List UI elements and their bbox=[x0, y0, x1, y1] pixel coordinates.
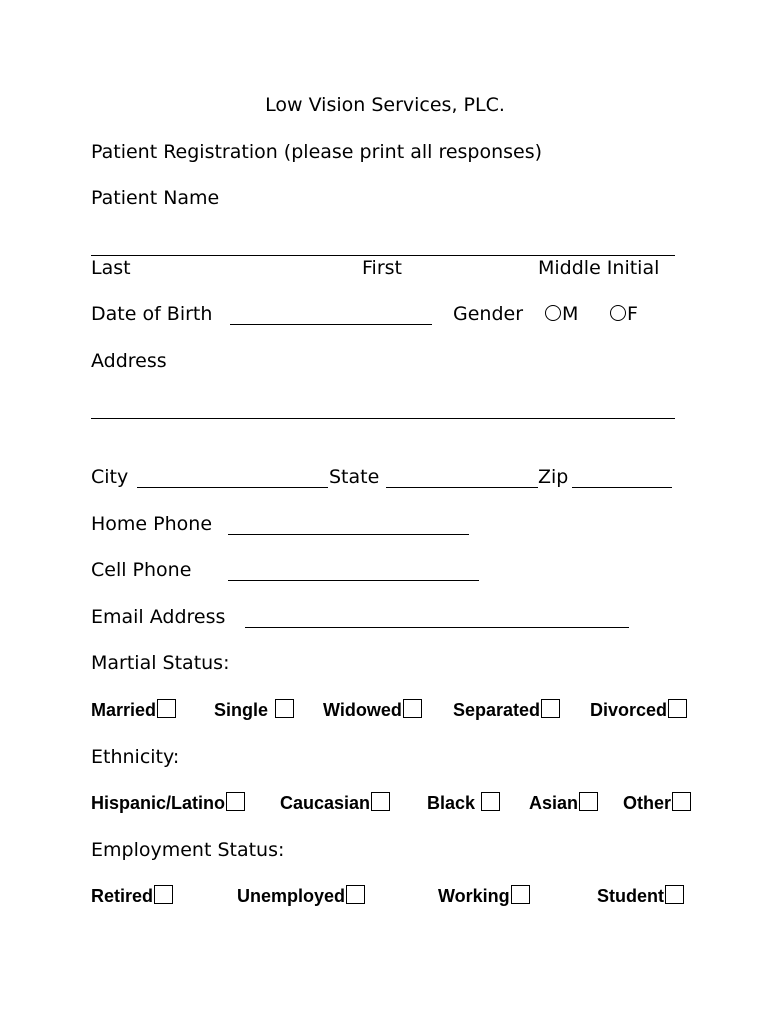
divorced-checkbox[interactable] bbox=[668, 699, 687, 718]
unemployed-label: Unemployed bbox=[237, 886, 346, 906]
state-field[interactable] bbox=[386, 470, 538, 488]
marital-option-married[interactable] bbox=[91, 698, 176, 722]
separated-checkbox[interactable] bbox=[541, 699, 560, 718]
employment-option-student[interactable] bbox=[597, 884, 684, 908]
working-label: Working bbox=[438, 886, 510, 906]
ethnicity-option-asian[interactable] bbox=[529, 791, 598, 815]
ethnicity-option-hispanic[interactable] bbox=[91, 791, 245, 815]
middle-initial-label: Middle Initial bbox=[538, 257, 660, 279]
married-label: Married bbox=[91, 700, 157, 720]
black-label: Black bbox=[427, 793, 476, 813]
black-checkbox[interactable] bbox=[481, 792, 500, 811]
asian-label: Asian bbox=[529, 793, 579, 813]
employment-option-retired[interactable] bbox=[91, 884, 173, 908]
city-field[interactable] bbox=[137, 470, 328, 488]
ethnicity-option-caucasian[interactable] bbox=[280, 791, 390, 815]
student-label: Student bbox=[597, 886, 664, 906]
caucasian-label: Caucasian bbox=[280, 793, 371, 813]
ethnicity-option-black[interactable] bbox=[427, 791, 500, 815]
dob-label: Date of Birth bbox=[91, 303, 213, 325]
retired-label: Retired bbox=[91, 886, 154, 906]
radio-f-icon[interactable] bbox=[610, 305, 626, 321]
gender-f-label: F bbox=[627, 303, 638, 325]
gender-m-label: M bbox=[562, 303, 579, 325]
patient-name-label: Patient Name bbox=[91, 187, 220, 209]
home-phone-field[interactable] bbox=[228, 517, 469, 535]
cell-phone-field[interactable] bbox=[228, 563, 479, 581]
unemployed-checkbox[interactable] bbox=[346, 885, 365, 904]
ethnicity-option-other[interactable] bbox=[623, 791, 691, 815]
widowed-checkbox[interactable] bbox=[403, 699, 422, 718]
marital-option-separated[interactable] bbox=[453, 698, 560, 722]
gender-option-m[interactable] bbox=[545, 302, 578, 326]
address-field[interactable] bbox=[91, 418, 675, 419]
marital-option-single[interactable] bbox=[214, 698, 294, 722]
dob-field[interactable] bbox=[230, 307, 432, 325]
gender-label: Gender bbox=[453, 303, 524, 325]
radio-m-icon[interactable] bbox=[545, 305, 561, 321]
hispanic-checkbox[interactable] bbox=[226, 792, 245, 811]
marital-option-widowed[interactable] bbox=[323, 698, 422, 722]
hispanic-label: Hispanic/Latino bbox=[91, 793, 226, 813]
marital-status-label: Martial Status: bbox=[91, 652, 230, 674]
form-title: Low Vision Services, PLC. bbox=[265, 94, 505, 116]
single-checkbox[interactable] bbox=[275, 699, 294, 718]
divorced-label: Divorced bbox=[590, 700, 668, 720]
other-checkbox[interactable] bbox=[672, 792, 691, 811]
city-label: City bbox=[91, 466, 129, 488]
employment-option-working[interactable] bbox=[438, 884, 530, 908]
employment-status-label: Employment Status: bbox=[91, 839, 285, 861]
student-checkbox[interactable] bbox=[665, 885, 684, 904]
first-name-label: First bbox=[362, 257, 402, 279]
ethnicity-label: Ethnicity: bbox=[91, 746, 180, 768]
form-subtitle: Patient Registration (please print all responses) bbox=[91, 141, 543, 163]
gender-option-f[interactable] bbox=[610, 302, 638, 326]
caucasian-checkbox[interactable] bbox=[371, 792, 390, 811]
widowed-label: Widowed bbox=[323, 700, 402, 720]
other-label: Other bbox=[623, 793, 672, 813]
last-name-label: Last bbox=[91, 257, 131, 279]
email-field[interactable] bbox=[245, 610, 629, 628]
retired-checkbox[interactable] bbox=[154, 885, 173, 904]
zip-label: Zip bbox=[538, 466, 569, 488]
asian-checkbox[interactable] bbox=[579, 792, 598, 811]
married-checkbox[interactable] bbox=[157, 699, 176, 718]
marital-option-divorced[interactable] bbox=[590, 698, 687, 722]
single-label: Single bbox=[214, 700, 269, 720]
separated-label: Separated bbox=[453, 700, 541, 720]
zip-field[interactable] bbox=[572, 470, 672, 488]
email-label: Email Address bbox=[91, 606, 226, 628]
cell-phone-label: Cell Phone bbox=[91, 559, 192, 581]
working-checkbox[interactable] bbox=[511, 885, 530, 904]
address-label: Address bbox=[91, 350, 167, 372]
employment-option-unemployed[interactable] bbox=[237, 884, 365, 908]
state-label: State bbox=[329, 466, 380, 488]
home-phone-label: Home Phone bbox=[91, 513, 213, 535]
